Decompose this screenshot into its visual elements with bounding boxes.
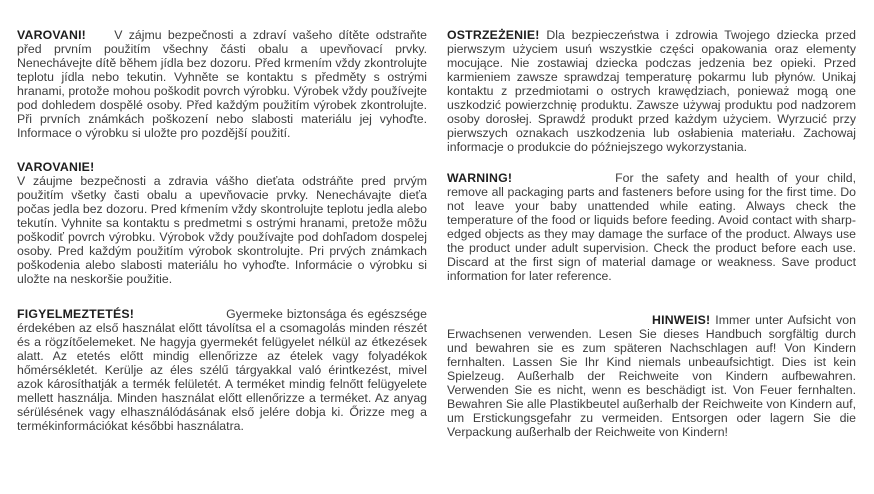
warning-paragraph-hungarian: [17, 307, 427, 433]
warning-block-czech: [17, 28, 427, 140]
warning-heading-german: HINWEIS!: [652, 313, 711, 327]
warning-heading-hungarian: FIGYELMEZTETÉS!: [17, 307, 135, 321]
warning-paragraph-german: [447, 313, 856, 439]
warning-paragraph-czech: [17, 28, 427, 140]
heading-spacer: [134, 317, 222, 318]
warning-body-slovak: V záujme bezpečnosti a zdravia vášho dieťata odstráňte pred prvým použitím všetky časti obalu a upevňovacie prvky. Nenechávajte dieťa počas jedla bez dozoru. Pred kŕmením vždy skontrolujte teplotu jedla alebo tekutín. Vyhnite sa kontaktu s predmetmi s ostrými hranami, pretože môžu poškodiť povrch výrobku. Výrobok vždy používajte pod dohľadom dospelej osoby. Pred každým použitím výrobok skontrolujte. Pri prvých známkach poškodenia alebo slabosti materiálu ho vyhoďte. Informácie o výrobku si uložte na neskoršie použitie.: [17, 174, 427, 286]
warning-block-hungarian: [17, 307, 427, 433]
warning-paragraph-slovak: [17, 174, 427, 286]
heading-spacer: [86, 38, 108, 39]
left-column: [17, 28, 427, 433]
warning-heading-slovak: VAROVANIE!: [17, 160, 95, 174]
warning-heading-czech: VAROVANI!: [17, 28, 86, 42]
warning-paragraph-polish: [447, 28, 856, 154]
warning-heading-polish: OSTRZEŻENIE!: [447, 28, 540, 42]
warning-block-polish: [447, 28, 856, 154]
heading-spacer: [512, 181, 607, 182]
warning-body-czech: V zájmu bezpečnosti a zdraví vašeho dítěte odstraňte před prvním použitím všechny části obalu a upevňovací prvky. Nenechávejte dítě během jídla bez dozoru. Před krmením vždy zkontrolujte teplotu jídla nebo tekutin. Vyhněte se kontaktu s předměty s ostrými hranami, protože mohou poškodit povrch výrobku. Výrobek vždy používejte pod dohledem dospělé osoby. Před každým použitím výrobek zkontrolujte. Při prvních známkách poškození nebo slabosti materiálu jej vyhoďte. Informace o výrobku si uložte pro pozdější použití.: [17, 28, 427, 140]
warning-body-polish: Dla bezpieczeństwa i zdrowia Twojego dziecka przed pierwszym użyciem usuń wszystkie części opakowania oraz elementy mocujące. Nie zostawiaj dziecka podczas jedzenia bez opieki. Przed karmieniem zawsze sprawdzaj temperaturę pokarmu lub płynów. Unikaj kontaktu z przedmiotami o ostrych krawędziach, ponieważ mogą one uszkodzić powierzchnię produktu. Zawsze używaj produktu pod nadzorem osoby dorosłej. Sprawdź produkt przed każdym użyciem. Wyrzucić przy pierwszych oznakach uszkodzenia lub osłabienia materiału. Zachowaj informacje o produkcie do późniejszego wykorzystania.: [447, 28, 856, 154]
warning-paragraph-english: [447, 171, 856, 283]
warning-body-english: For the safety and health of your child, remove all packaging parts and fasteners before using for the first time. Do not leave your baby unattended while eating. Always check the temperature of the food or liquids before feeding. Avoid contact with sharp-edged objects as they may damage the surface of the product. Always use the product under adult supervision. Check the product before each use. Discard at the first sign of material damage or weakness. Save product information for later reference.: [447, 171, 856, 283]
warning-block-english: [447, 171, 856, 283]
warning-body-german: Immer unter Aufsicht von Erwachsenen verwenden. Lesen Sie dieses Handbuch sorgfältig durch und bewahren sie es zum späteren Nachschlagen auf! Von Kindern fernhalten. Lassen Sie Ihr Kind niemals unbeaufsichtigt. Dies ist kein Spielzeug. Außerhalb der Reichweite von Kindern aufbewahren. Verwenden Sie es nicht, wenn es beschädigt ist. Von Feuer fernhalten. Bewahren Sie alle Plastikbeutel außerhalb der Reichweite von Kindern auf, um Erstickungsgefahr zu vermeiden. Entsorgen oder lagern Sie die Verpackung außerhalb der Reichweite von Kindern!: [447, 313, 856, 439]
warning-heading-english: WARNING!: [447, 171, 513, 185]
right-column: [447, 28, 856, 439]
warning-block-slovak: [17, 160, 427, 286]
warning-body-hungarian: Gyermeke biztonsága és egészsége érdekében az első használat előtt távolítsa el a csomagolás minden részét és a rögzítőelemeket. Ne hagyja gyermekét felügyelet nélkül az étkezések alatt. Az etetés előtt mindig ellenőrizze az ételek vagy folyadékok hőmérsékletét. Kerülje az éles szélű tárgyakkal való érintkezést, mivel azok károsíthatják a termék felületét. A terméket mindig felnőtt felügyelete mellett használja. Minden használat előtt ellenőrizze a terméket. Az anyag sérülésének vagy elhasználódásának első jelére dobja ki. Őrizze meg a termékinformációkat későbbi használatra.: [17, 307, 427, 433]
warning-block-german: [447, 313, 856, 439]
